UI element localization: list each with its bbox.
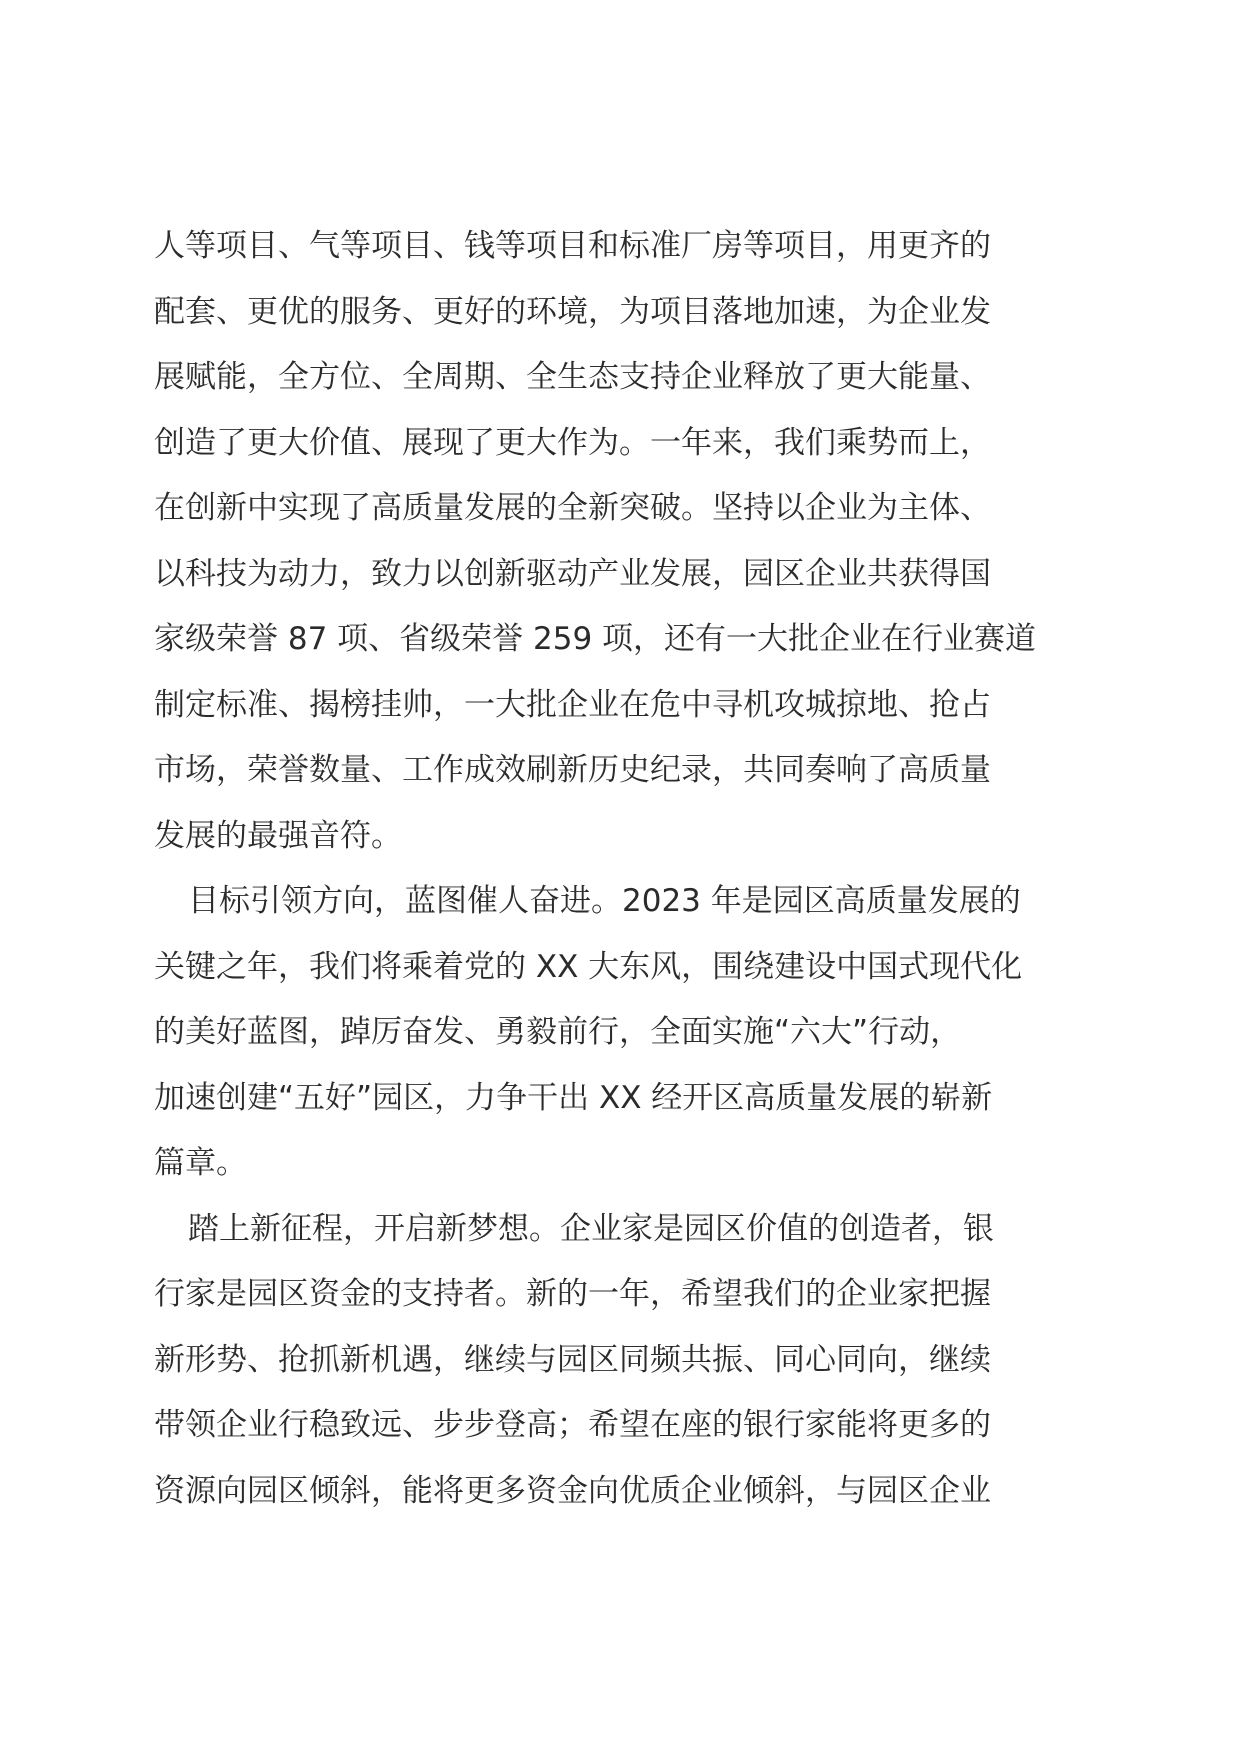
text-line: 市场，荣誉数量、工作成效刷新历史纪录，共同奏响了高质量 <box>154 752 991 788</box>
text-line: 的美好蓝图，踔厉奋发、勇毅前行，全面实施“六大”行动， <box>154 1014 962 1050</box>
text-line: 发展的最强音符。 <box>154 817 402 854</box>
text-line: 带领企业行稳致远、步步登高；希望在座的银行家能将更多的 <box>154 1407 991 1443</box>
document-body <box>154 214 1094 1524</box>
text-line: 篇章。 <box>154 1145 247 1181</box>
text-line: 关键之年，我们将乘着党的 XX 大东风，围绕建设中国式现代化 <box>154 948 1023 985</box>
text-line: 新形势、抢抓新机遇，继续与园区同频共振、同心同向，继续 <box>154 1341 991 1378</box>
paragraph-first-line: 目标引领方向，蓝图催人奋进。2023 年是园区高质量发展的 <box>188 883 1021 919</box>
text-line: 创造了更大价值、展现了更大作为。一年来，我们乘势而上， <box>154 424 991 461</box>
text-line: 加速创建“五好”园区，力争干出 XX 经开区高质量发展的崭新 <box>154 1079 993 1116</box>
text-line: 配套、更优的服务、更好的环境，为项目落地加速，为企业发 <box>154 293 991 330</box>
text-line: 以科技为动力，致力以创新驱动产业发展，园区企业共获得国 <box>154 555 991 592</box>
text-line: 制定标准、揭榜挂帅，一大批企业在危中寻机攻城掠地、抢占 <box>154 686 991 723</box>
paragraph-first-line: 踏上新征程，开启新梦想。企业家是园区价值的创造者，银 <box>188 1210 994 1247</box>
text-line: 资源向园区倾斜，能将更多资金向优质企业倾斜，与园区企业 <box>154 1472 991 1509</box>
text-line: 行家是园区资金的支持者。新的一年，希望我们的企业家把握 <box>154 1276 991 1312</box>
text-line: 家级荣誉 87 项、省级荣誉 259 项，还有一大批企业在行业赛道 <box>154 621 1037 657</box>
text-line: 人等项目、气等项目、钱等项目和标准厂房等项目，用更齐的 <box>154 228 991 264</box>
text-line: 在创新中实现了高质量发展的全新突破。坚持以企业为主体、 <box>154 490 991 526</box>
text-line: 展赋能，全方位、全周期、全生态支持企业释放了更大能量、 <box>154 359 991 395</box>
